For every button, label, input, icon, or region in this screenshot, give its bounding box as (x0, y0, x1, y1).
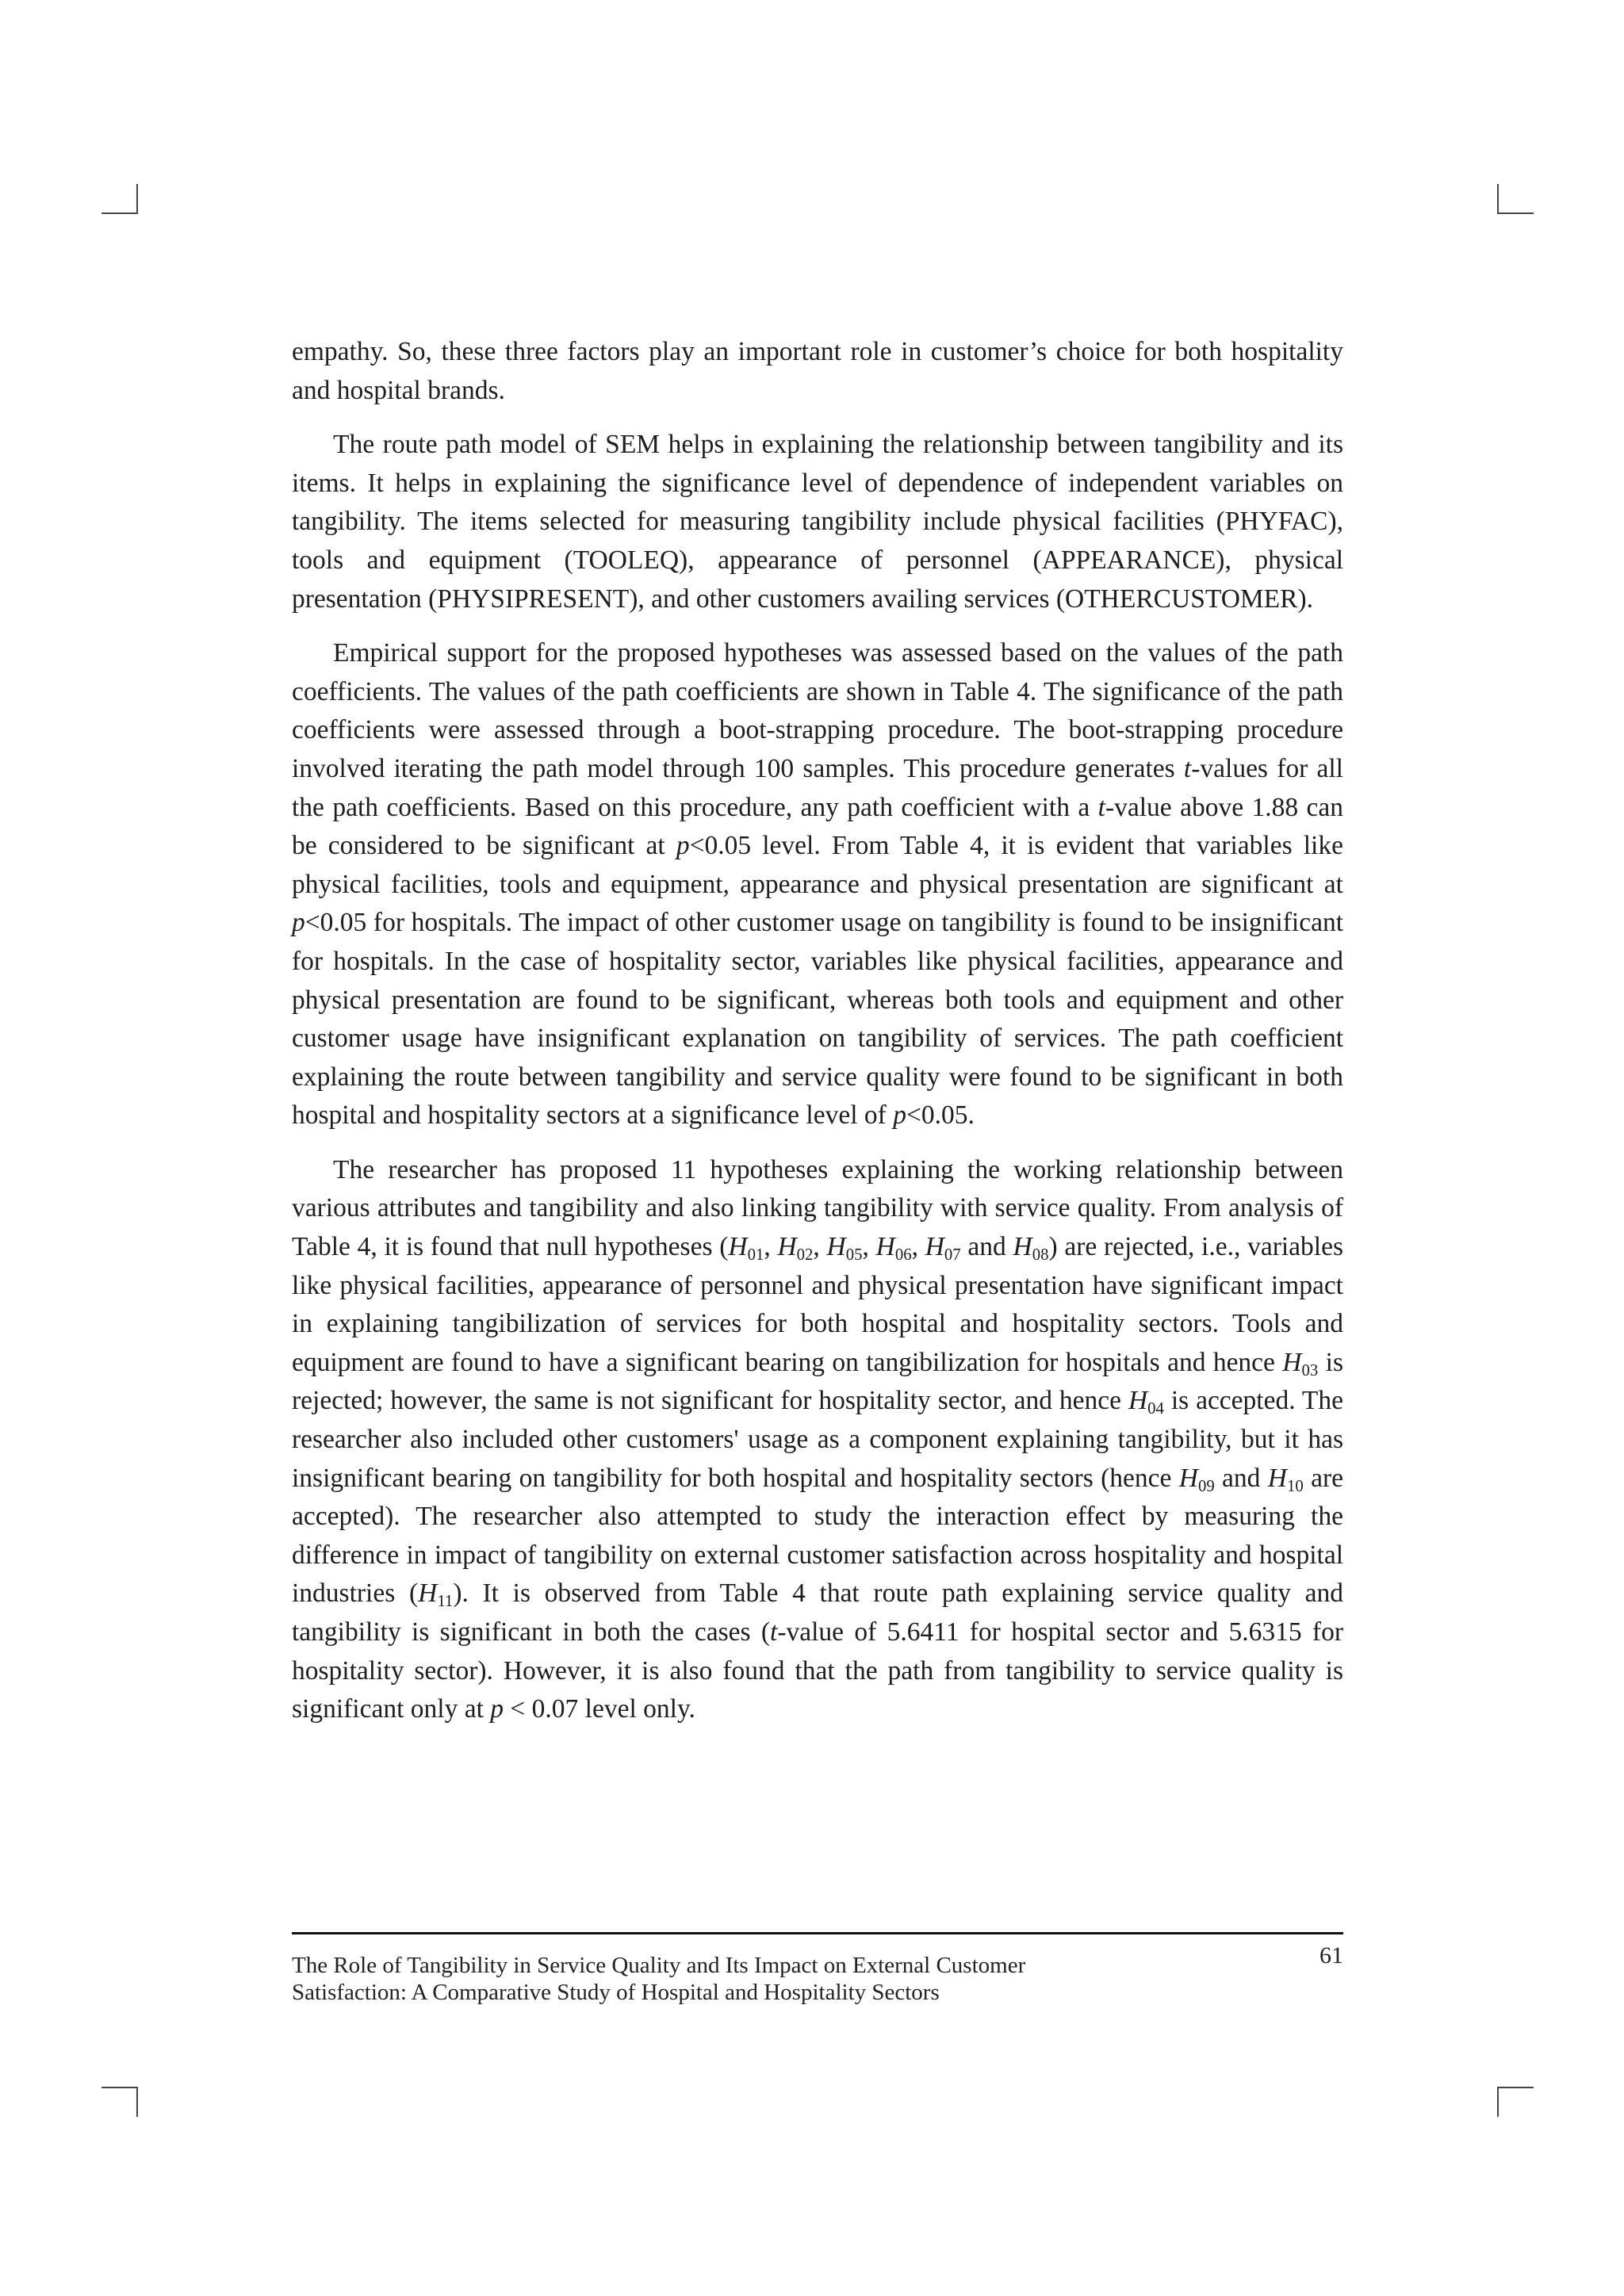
text-run: and (1214, 1463, 1268, 1493)
italic-symbol: p (292, 908, 305, 938)
text-run: The researcher has proposed 11 hypotheses explaining the working relationship between various attributes and tangibility and also linking tangibility with service quality. From analysis of Table 4, it is found that null hypotheses ( (292, 1154, 1343, 1262)
text-run: -value of 5.6411 for hospital sector and 5.6315 for hospitality sector). However, it is also found that the path from tangibility to service quality is significant only at (292, 1617, 1343, 1724)
text-run: ) are rejected, i.e., variables like physical facilities, appearance of personnel and physical presentation have significant impact in explaining tangibilization of services for both hospital and hospitality sectors. Tools and equipment are found to have a significant bearing on tangibilization for hospitals and hence (292, 1232, 1344, 1377)
page-number: 61 (1320, 1942, 1343, 1969)
footer-title-line-1: The Role of Tangibility in Service Quality and Its Impact on External Customer (292, 1953, 1026, 1978)
italic-symbol: t (1183, 753, 1192, 783)
text-run: <0.05. (906, 1100, 975, 1131)
paragraph-4 (292, 1151, 1343, 1729)
hypothesis-subscript: 09 (1197, 1476, 1215, 1495)
crop-mark-bottom-right (1497, 2087, 1534, 2117)
text-run: empathy. So, these three factors play an important role in customer’s choice for both hospitality and hospital brands. (292, 337, 1343, 405)
text-run: < 0.07 level only. (504, 1694, 695, 1724)
text-run: ). It is observed from Table 4 that route path explaining service quality and tangibility is significant in both the cases ( (292, 1578, 1343, 1647)
hypothesis-symbol: H (728, 1232, 748, 1262)
hypothesis-subscript: 02 (796, 1246, 814, 1265)
text-run: are accepted). The researcher also attempted to study the interaction effect by measuring the difference in impact of tangibility on external customer satisfaction across hospitality and hospital industries ( (292, 1463, 1343, 1609)
hypothesis-subscript: 05 (845, 1246, 863, 1265)
text-run: Empirical support for the proposed hypotheses was assessed based on the values of the path coefficients. The values of the path coefficients are shown in Table 4. The significance of the path coefficients were assessed through a boot-strapping procedure. The boot-strapping procedure involved iterating the path model through 100 samples. This procedure generates (292, 638, 1343, 783)
paragraph-1 (292, 333, 1343, 410)
text-run: is rejected; however, the same is not significant for hospitality sector, and hence (292, 1347, 1343, 1416)
hypothesis-symbol: H (777, 1232, 797, 1262)
hypothesis-symbol: H (1128, 1386, 1148, 1416)
hypothesis-symbol: H (875, 1232, 895, 1262)
hypothesis-symbol: H (925, 1232, 944, 1262)
hypothesis-symbol: H (826, 1232, 846, 1262)
body-text (292, 333, 1343, 1729)
text-run: , (813, 1232, 827, 1262)
running-footer (292, 1942, 1343, 2006)
italic-symbol: t (1097, 792, 1105, 822)
hypothesis-symbol: H (418, 1578, 438, 1609)
text-run: is accepted. The researcher also included other customers' usage as a component explaining tangibility, but it has insignificant bearing on tangibility for both hospital and hospitality sectors (hence (292, 1386, 1343, 1493)
hypothesis-symbol: H (1013, 1232, 1032, 1262)
hypothesis-symbol: H (1178, 1463, 1198, 1493)
text-run: -values for all the path coefficients. Based on this procedure, any path coefficient with a (292, 753, 1343, 822)
text-run: <0.05 level. From Table 4, it is evident that variables like physical facilities, tools and equipment, appearance and physical presentation are significant at (292, 831, 1343, 899)
crop-mark-top-left (102, 184, 138, 214)
hypothesis-subscript: 04 (1147, 1399, 1164, 1418)
paragraph-2 (292, 426, 1343, 618)
italic-symbol: p (676, 831, 690, 861)
hypothesis-subscript: 11 (437, 1592, 454, 1611)
hypothesis-subscript: 06 (894, 1246, 912, 1265)
footer-title (292, 1952, 1124, 2006)
text-run: <0.05 for hospitals. The impact of other customer usage on tangibility is found to be insignificant for hospitals. In the case of hospitality sector, variables like physical facilities, appearance and physical presentation are found to be significant, whereas both tools and equipment and other customer usage have insignificant explanation on tangibility of services. The path coefficient explaining the route between tangibility and service quality were found to be significant in both hospital and hospitality sectors at a significance level of (292, 908, 1343, 1131)
crop-mark-bottom-left (102, 2087, 138, 2117)
hypothesis-symbol: H (1282, 1347, 1302, 1377)
italic-symbol: p (893, 1100, 906, 1131)
crop-mark-top-right (1497, 184, 1534, 214)
paragraph-3 (292, 634, 1343, 1135)
hypothesis-subscript: 01 (747, 1246, 764, 1265)
text-run: and (960, 1232, 1013, 1262)
italic-symbol: p (490, 1694, 504, 1724)
footer-title-line-2: Satisfaction: A Comparative Study of Hospital and Hospitality Sectors (292, 1980, 940, 2005)
hypothesis-subscript: 10 (1286, 1476, 1304, 1495)
text-run: -value above 1.88 can be considered to be significant at (292, 792, 1343, 861)
footer-rule (292, 1932, 1343, 1934)
hypothesis-subscript: 03 (1301, 1361, 1319, 1380)
text-run: , (764, 1232, 778, 1262)
text-run: , (911, 1232, 925, 1262)
italic-symbol: t (770, 1617, 778, 1647)
hypothesis-subscript: 08 (1032, 1246, 1049, 1265)
hypothesis-subscript: 07 (944, 1246, 961, 1265)
text-run: , (862, 1232, 876, 1262)
hypothesis-symbol: H (1267, 1463, 1287, 1493)
text-run: The route path model of SEM helps in explaining the relationship between tangibility and its items. It helps in explaining the significance level of dependence of independent variables on tangibility. The items selected for measuring tangibility include physical facilities (PHYFAC), tools and equipment (TOOLEQ), appearance of personnel (APPEARANCE), physical presentation (PHYSIPRESENT), and other customers availing services (OTHERCUSTOMER). (292, 430, 1343, 614)
